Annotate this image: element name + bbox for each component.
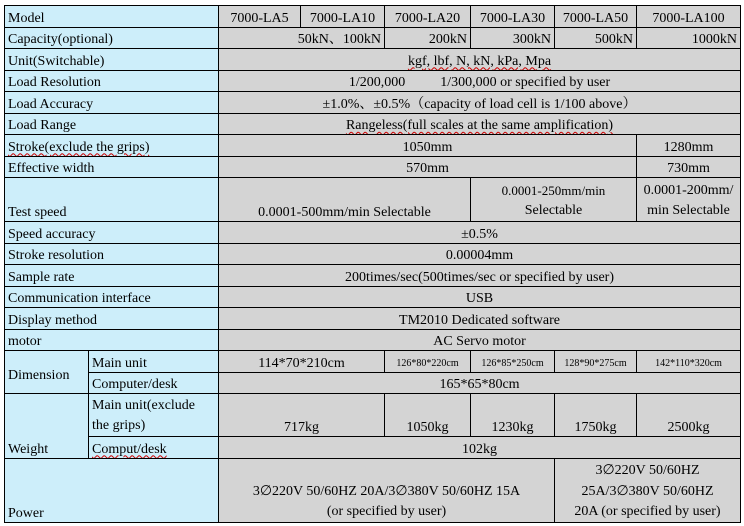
row-dimension-desk bbox=[5, 372, 741, 394]
test-speed-la30-la50-line1: 0.0001-250mm/min bbox=[501, 183, 606, 198]
label-weight-main bbox=[89, 394, 219, 437]
label-capacity: Capacity(optional) bbox=[5, 27, 219, 49]
row-weight-main bbox=[5, 394, 741, 437]
weight-main-la30: 1230kg bbox=[471, 394, 555, 437]
weight-main-la100: 2500kg bbox=[637, 394, 741, 437]
label-motor: motor bbox=[5, 329, 219, 351]
label-load-resolution: Load Resolution bbox=[5, 70, 219, 92]
model-la50: 7000-LA50 bbox=[555, 6, 637, 28]
effective-width-la5-la50: 570mm bbox=[219, 156, 637, 178]
model-la100: 7000-LA100 bbox=[637, 6, 741, 28]
weight-main-la20: 1050kg bbox=[385, 394, 471, 437]
communication-value: USB bbox=[219, 286, 741, 308]
label-model: Model bbox=[5, 6, 219, 28]
power-la50-la100-line3: 20A (or specified by user) bbox=[574, 503, 721, 519]
label-stroke-resolution: Stroke resolution bbox=[5, 243, 219, 265]
model-la30: 7000-LA30 bbox=[471, 6, 555, 28]
load-range-text: Rangeless(full scales at the same amplification) bbox=[345, 118, 614, 133]
row-load-accuracy bbox=[5, 92, 741, 114]
row-sample-rate bbox=[5, 265, 741, 287]
label-load-range: Load Range bbox=[5, 113, 219, 135]
dimension-main-la30: 126*85*250cm bbox=[471, 351, 555, 373]
dimension-main-la5-la10: 114*70*210cm bbox=[219, 351, 385, 373]
display-method-value: TM2010 Dedicated software bbox=[219, 308, 741, 330]
label-dimension-main: Main unit bbox=[89, 351, 219, 373]
test-speed-la30-la50-line2: Selectable bbox=[524, 203, 583, 218]
speed-accuracy-value: ±0.5% bbox=[219, 222, 741, 244]
capacity-la5-la10: 50kN、100kN bbox=[219, 27, 385, 49]
model-la10: 7000-LA10 bbox=[301, 6, 385, 28]
row-load-range bbox=[5, 113, 741, 135]
label-weight-main-line2: the grips) bbox=[92, 418, 146, 433]
label-weight-desk bbox=[89, 437, 219, 459]
test-speed-la5-la20: 0.0001-500mm/min Selectable bbox=[219, 178, 471, 222]
label-stroke bbox=[5, 135, 219, 157]
row-communication bbox=[5, 286, 741, 308]
label-effective-width: Effective width bbox=[5, 156, 219, 178]
spec-table bbox=[4, 5, 741, 523]
label-weight: Weight bbox=[5, 394, 89, 459]
label-dimension-desk: Computer/desk bbox=[89, 372, 219, 394]
label-weight-main-line1: Main unit(exclude bbox=[92, 398, 196, 413]
label-speed-accuracy: Speed accuracy bbox=[5, 222, 219, 244]
dimension-desk-value: 165*65*80cm bbox=[219, 372, 741, 394]
dimension-main-la100: 142*110*320cm bbox=[637, 351, 741, 373]
stroke-resolution-value: 0.00004mm bbox=[219, 243, 741, 265]
label-test-speed: Test speed bbox=[5, 178, 219, 222]
label-weight-desk-text: Comput/desk bbox=[92, 441, 167, 457]
model-la5: 7000-LA5 bbox=[219, 6, 301, 28]
row-stroke-resolution bbox=[5, 243, 741, 265]
row-power bbox=[5, 458, 741, 522]
spec-table-wrapper bbox=[4, 5, 741, 523]
label-load-accuracy: Load Accuracy bbox=[5, 92, 219, 114]
capacity-la30: 300kN bbox=[471, 27, 555, 49]
row-display-method bbox=[5, 308, 741, 330]
power-la50-la100-line2: 25A/3∅380V 50/60HZ bbox=[581, 483, 714, 499]
test-speed-la100 bbox=[637, 178, 741, 222]
model-la20: 7000-LA20 bbox=[385, 6, 471, 28]
label-sample-rate: Sample rate bbox=[5, 265, 219, 287]
load-range-value bbox=[219, 113, 741, 135]
capacity-la50: 500kN bbox=[555, 27, 637, 49]
power-la5-la30-line1: 3∅220V 50/60HZ 20A/3∅380V 50/60HZ 15A bbox=[252, 483, 521, 499]
test-speed-la100-line1: 0.0001-200mm/ bbox=[643, 183, 734, 198]
row-speed-accuracy bbox=[5, 222, 741, 244]
row-stroke bbox=[5, 135, 741, 157]
weight-main-la50: 1750kg bbox=[555, 394, 637, 437]
label-communication: Communication interface bbox=[5, 286, 219, 308]
weight-main-la5-la10: 717kg bbox=[219, 394, 385, 437]
sample-rate-value: 200times/sec(500times/sec or specified by user) bbox=[219, 265, 741, 287]
row-model bbox=[5, 6, 741, 28]
capacity-la100: 1000kN bbox=[637, 27, 741, 49]
row-unit bbox=[5, 49, 741, 71]
power-la50-la100 bbox=[555, 458, 741, 522]
weight-desk-value: 102kg bbox=[219, 437, 741, 459]
row-load-resolution bbox=[5, 70, 741, 92]
row-dimension-main bbox=[5, 351, 741, 373]
power-la50-la100-line1: 3∅220V 50/60HZ bbox=[595, 462, 700, 478]
unit-value-text: kgf, lbf, N, kN, kPa, Mpa bbox=[407, 53, 552, 69]
capacity-la20: 200kN bbox=[385, 27, 471, 49]
row-effective-width bbox=[5, 156, 741, 178]
dimension-main-la50: 128*90*275cm bbox=[555, 351, 637, 373]
dimension-main-la20: 126*80*220cm bbox=[385, 351, 471, 373]
power-la5-la30 bbox=[219, 458, 555, 522]
stroke-la5-la50: 1050mm bbox=[219, 135, 637, 157]
row-weight-desk bbox=[5, 437, 741, 459]
label-dimension: Dimension bbox=[5, 351, 89, 394]
label-unit: Unit(Switchable) bbox=[5, 49, 219, 71]
load-accuracy-value: ±1.0%、±0.5%（capacity of load cell is 1/100 above） bbox=[219, 92, 741, 114]
row-motor bbox=[5, 329, 741, 351]
unit-value bbox=[219, 49, 741, 71]
motor-value: AC Servo motor bbox=[219, 329, 741, 351]
row-capacity bbox=[5, 27, 741, 49]
test-speed-la100-line2: min Selectable bbox=[647, 203, 730, 218]
stroke-la100: 1280mm bbox=[637, 135, 741, 157]
effective-width-la100: 730mm bbox=[637, 156, 741, 178]
label-stroke-text: Stroke(exclude the grips) bbox=[8, 139, 150, 155]
row-test-speed bbox=[5, 178, 741, 222]
label-display-method: Display method bbox=[5, 308, 219, 330]
test-speed-la30-la50 bbox=[471, 178, 637, 222]
load-resolution-value: 1/200,000 1/300,000 or specified by user bbox=[219, 70, 741, 92]
power-la5-la30-line2: (or specified by user) bbox=[326, 503, 447, 519]
label-power: Power bbox=[5, 458, 219, 522]
